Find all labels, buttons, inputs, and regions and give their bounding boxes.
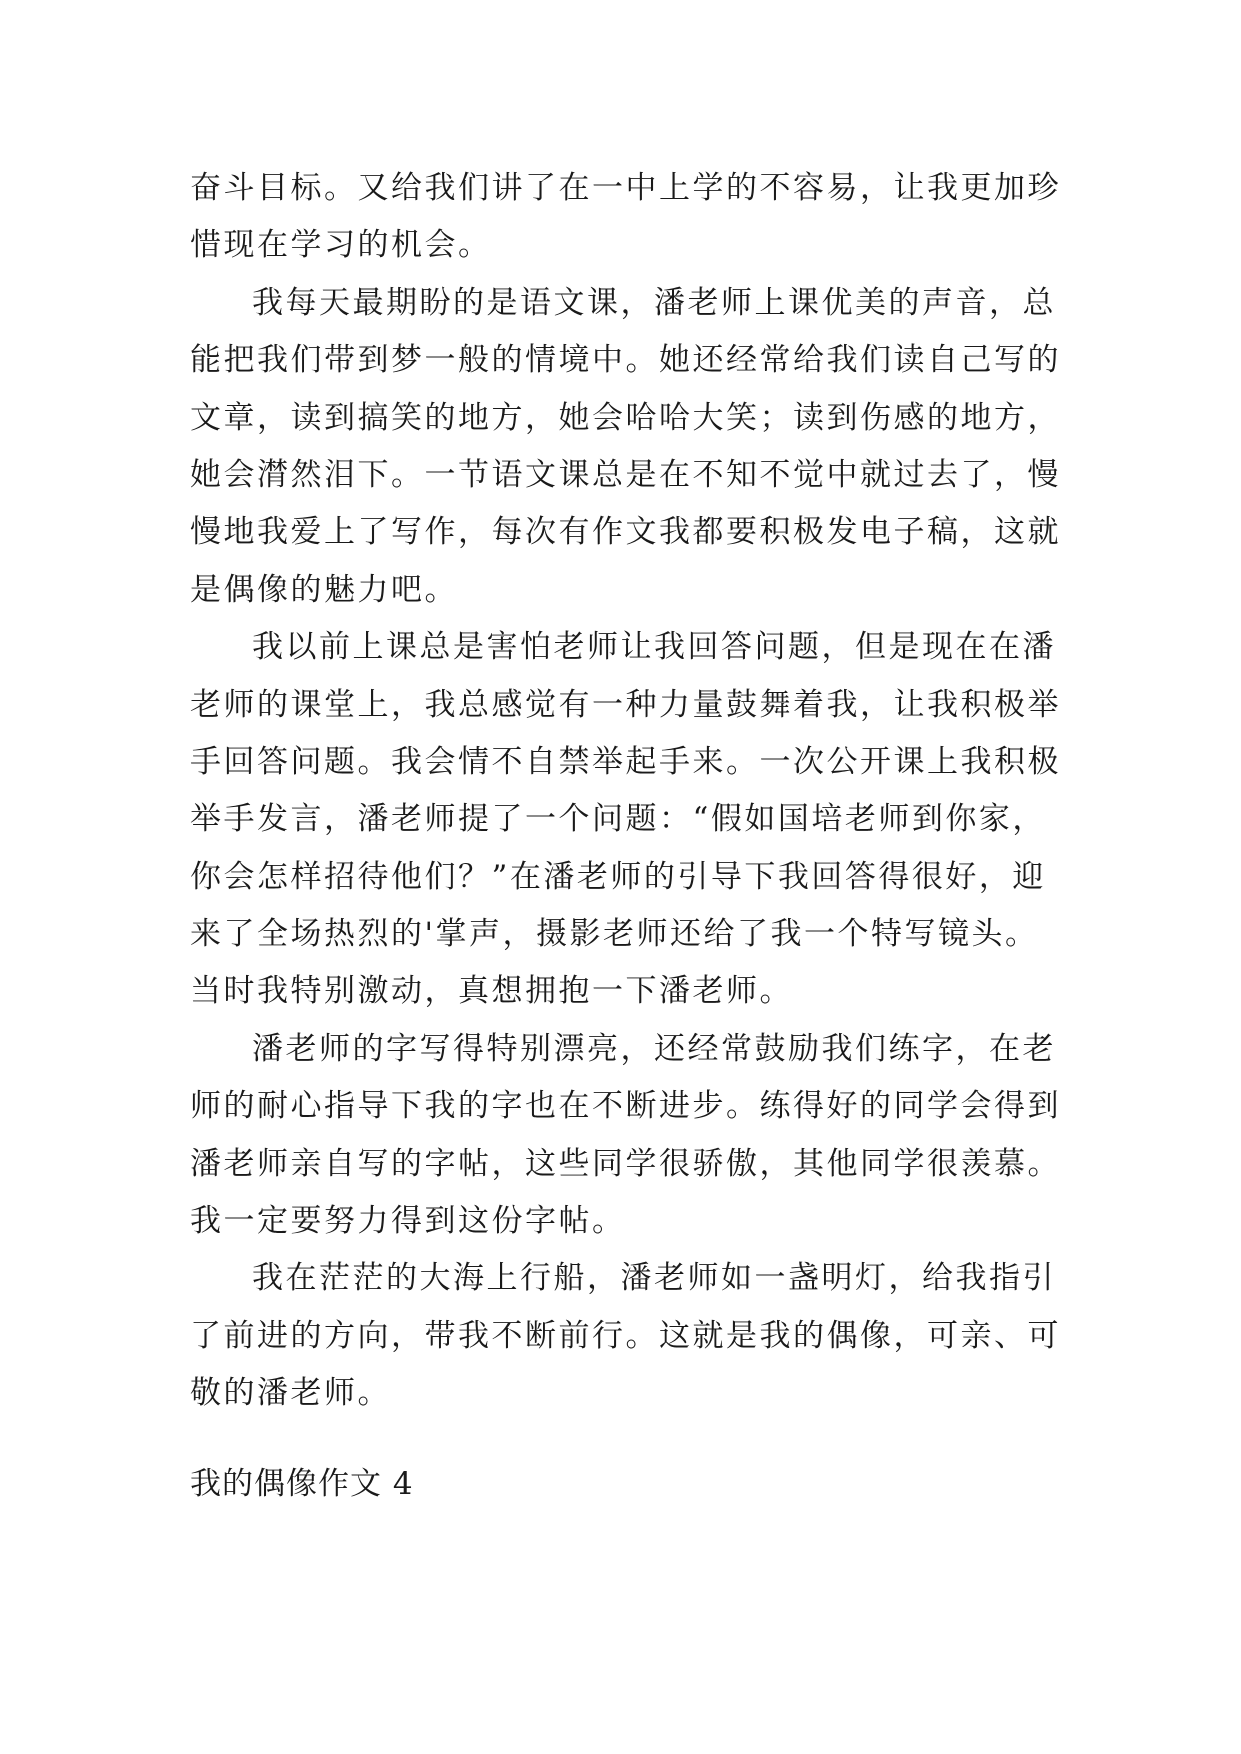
text-line: 你会怎样招待他们？”在潘老师的引导下我回答得很好，迎 — [190, 858, 1046, 895]
paragraph-first-line: 我在茫茫的大海上行船，潘老师如一盏明灯，给我指引 — [252, 1260, 1056, 1297]
text-line: 当时我特别激动，真想拥抱一下潘老师。 — [190, 973, 793, 1010]
essay-body — [190, 160, 1070, 1423]
text-line: 了前进的方向，带我不断前行。这就是我的偶像，可亲、可 — [190, 1317, 1061, 1354]
text-line: 她会潸然泪下。一节语文课总是在不知不觉中就过去了，慢 — [190, 456, 1061, 493]
paragraph-first-line: 我以前上课总是害怕老师让我回答问题，但是现在在潘 — [252, 629, 1056, 666]
text-line: 老师的课堂上，我总感觉有一种力量鼓舞着我，让我积极举 — [190, 686, 1061, 723]
section-heading: 我的偶像作文 4 — [190, 1466, 414, 1502]
text-line: 手回答问题。我会情不自禁举起手来。一次公开课上我积极 — [190, 743, 1061, 780]
text-line: 文章，读到搞笑的地方，她会哈哈大笑；读到伤感的地方， — [190, 399, 1061, 436]
text-line: 慢地我爱上了写作，每次有作文我都要积极发电子稿，这就 — [190, 514, 1061, 551]
text-line: 能把我们带到梦一般的情境中。她还经常给我们读自己写的 — [190, 342, 1061, 379]
text-line: 潘老师亲自写的字帖，这些同学很骄傲，其他同学很羡慕。 — [190, 1145, 1061, 1182]
paragraph-first-line: 潘老师的字写得特别漂亮，还经常鼓励我们练字，在老 — [252, 1030, 1056, 1067]
text-line: 举手发言，潘老师提了一个问题：“假如国培老师到你家， — [190, 801, 1046, 838]
text-line: 惜现在学习的机会。 — [190, 227, 492, 264]
text-line: 师的耐心指导下我的字也在不断进步。练得好的同学会得到 — [190, 1088, 1061, 1125]
paragraph-first-line: 我每天最期盼的是语文课，潘老师上课优美的声音，总 — [252, 284, 1056, 321]
text-line: 奋斗目标。又给我们讲了在一中上学的不容易，让我更加珍 — [190, 170, 1061, 206]
text-line: 敬的潘老师。 — [190, 1375, 391, 1412]
text-line: 来了全场热烈的'掌声，摄影老师还给了我一个特写镜头。 — [190, 916, 1039, 953]
text-line: 我一定要努力得到这份字帖。 — [190, 1203, 626, 1240]
text-line: 是偶像的魅力吧。 — [190, 571, 458, 608]
